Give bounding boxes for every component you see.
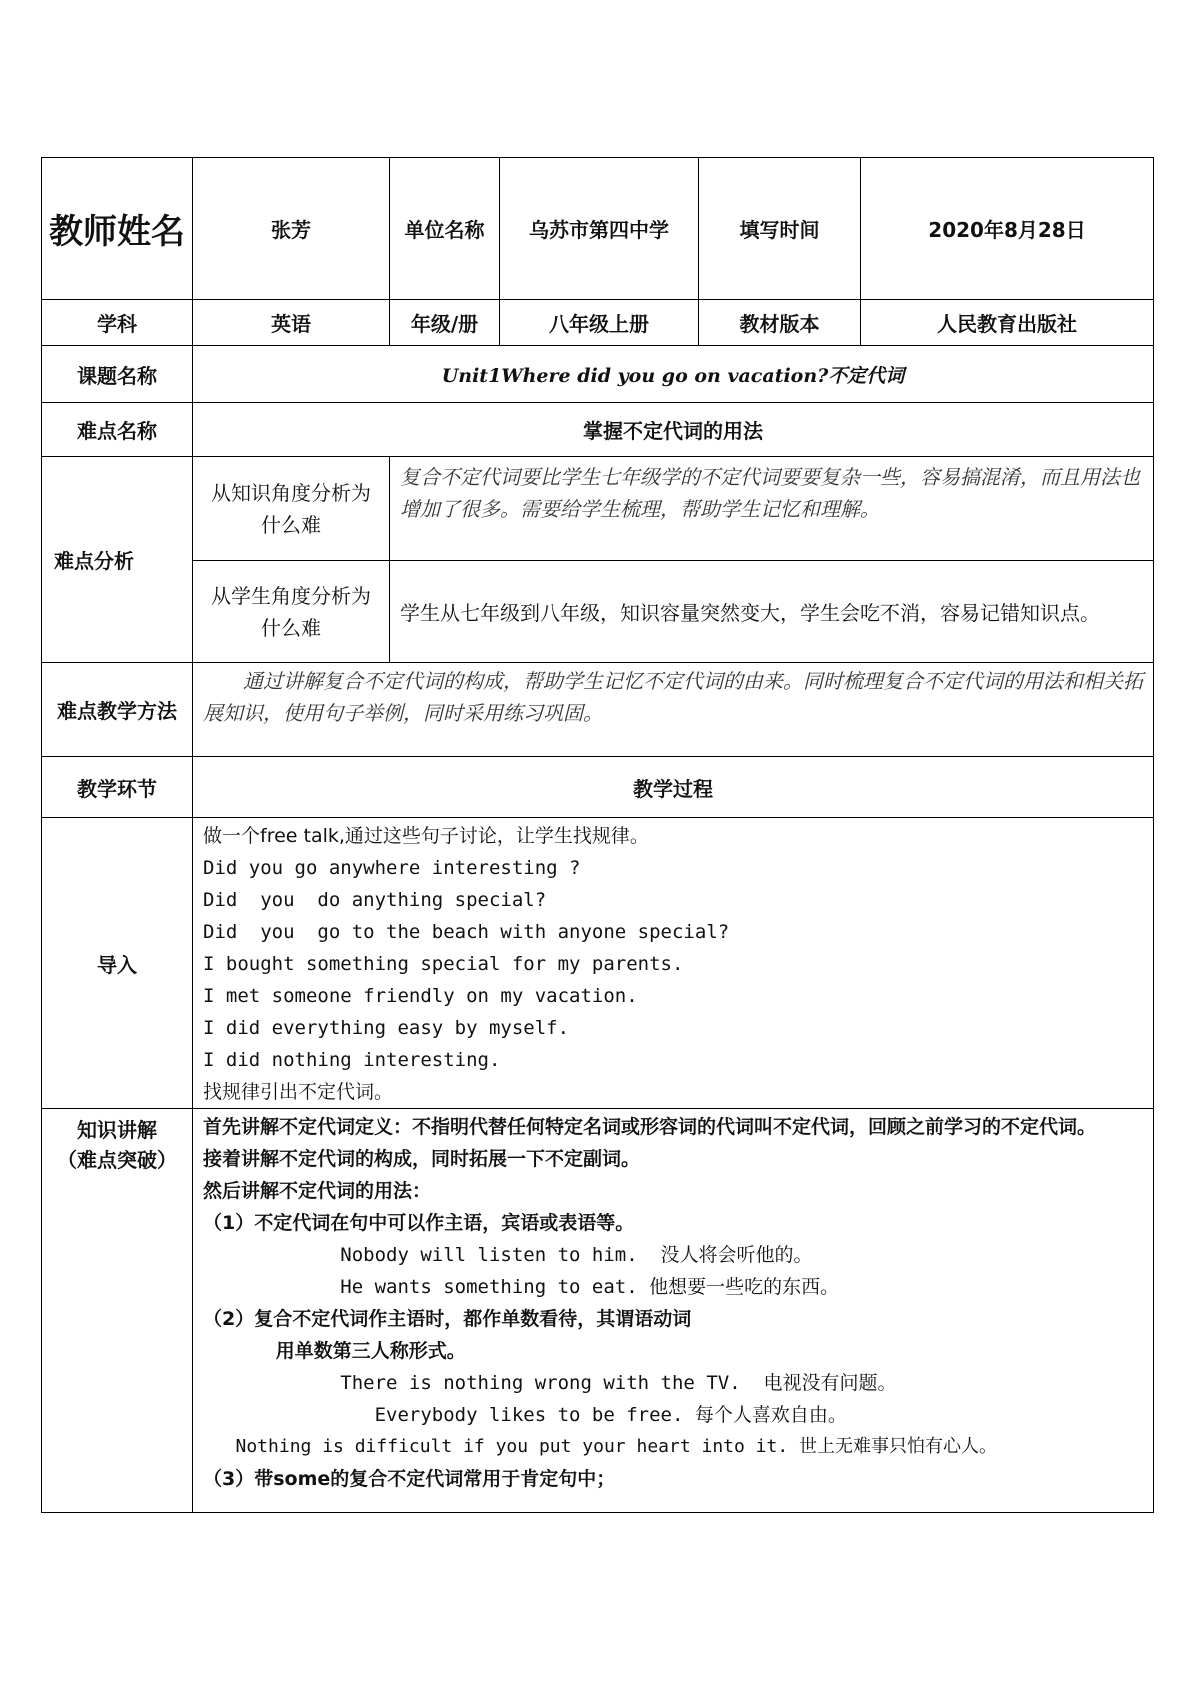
analysis-knowledge-row xyxy=(42,457,1154,561)
intro-line: I bought something special for my parents. xyxy=(203,953,684,975)
header-row xyxy=(42,158,1154,300)
unit-name-label: 单位名称 xyxy=(390,158,500,300)
knowledge-line: Everybody likes to be free. 每个人喜欢自由。 xyxy=(203,1404,847,1426)
analysis-label: 难点分析 xyxy=(42,457,193,663)
intro-line: Did you go to the beach with anyone special? xyxy=(203,921,730,943)
intro-line: Did you do anything special? xyxy=(203,889,547,911)
edition-value: 人民教育出版社 xyxy=(861,300,1154,346)
difficulty-label: 难点名称 xyxy=(42,403,193,457)
knowledge-angle-text: 复合不定代词要比学生七年级学的不定代词要要复杂一些，容易搞混淆，而且用法也增加了很多。需要给学生梳理，帮助学生记忆和理解。 xyxy=(390,457,1154,561)
intro-line: 找规律引出不定代词。 xyxy=(203,1081,394,1103)
knowledge-line: （3）带some的复合不定代词常用于肯定句中； xyxy=(203,1468,616,1490)
topic-value: Unit1Where did you go on vacation?不定代词 xyxy=(193,346,1154,403)
knowledge-angle-label: 从知识角度分析为什么难 xyxy=(193,457,390,561)
fill-date-label: 填写时间 xyxy=(699,158,861,300)
student-angle-text: 学生从七年级到八年级，知识容量突然变大，学生会吃不消，容易记错知识点。 xyxy=(390,561,1154,663)
method-text: 通过讲解复合不定代词的构成，帮助学生记忆不定代词的由来。同时梳理复合不定代词的用法和相关拓展知识，使用句子举例，同时采用练习巩固。 xyxy=(193,663,1154,757)
knowledge-line: He wants something to eat. 他想要一些吃的东西。 xyxy=(203,1276,840,1298)
knowledge-line: Nothing is difficult if you put your heart into it. 世上无难事只怕有心人。 xyxy=(203,1436,998,1457)
intro-line: 做一个free talk,通过这些句子讨论，让学生找规律。 xyxy=(203,825,649,847)
fill-date-value: 2020年8月28日 xyxy=(861,158,1154,300)
subject-label: 学科 xyxy=(42,300,193,346)
unit-name-value: 乌苏市第四中学 xyxy=(500,158,699,300)
knowledge-label xyxy=(42,1109,193,1513)
teaching-stage-label: 教学环节 xyxy=(42,757,193,818)
knowledge-label-line1: 知识讲解 xyxy=(77,1118,157,1142)
lesson-plan-table xyxy=(41,157,1154,1513)
intro-content xyxy=(193,818,1154,1109)
topic-label: 课题名称 xyxy=(42,346,193,403)
knowledge-line: 然后讲解不定代词的用法： xyxy=(203,1180,432,1202)
intro-row xyxy=(42,818,1154,1109)
grade-value: 八年级上册 xyxy=(500,300,699,346)
intro-line: I did nothing interesting. xyxy=(203,1049,501,1071)
intro-line: I met someone friendly on my vacation. xyxy=(203,985,638,1007)
process-header-row xyxy=(42,757,1154,818)
intro-line: Did you go anywhere interesting ? xyxy=(203,857,581,879)
grade-label: 年级/册 xyxy=(390,300,500,346)
knowledge-line: There is nothing wrong with the TV. 电视没有问题。 xyxy=(203,1372,897,1394)
edition-label: 教材版本 xyxy=(699,300,861,346)
difficulty-row xyxy=(42,403,1154,457)
knowledge-line: Nobody will listen to him. 没人将会听他的。 xyxy=(203,1244,813,1266)
info-row xyxy=(42,300,1154,346)
method-label: 难点教学方法 xyxy=(42,663,193,757)
student-angle-label: 从学生角度分析为什么难 xyxy=(193,561,390,663)
method-row xyxy=(42,663,1154,757)
knowledge-line: （1）不定代词在句中可以作主语，宾语或表语等。 xyxy=(203,1212,635,1234)
topic-row xyxy=(42,346,1154,403)
teaching-process-label: 教学过程 xyxy=(193,757,1154,818)
subject-value: 英语 xyxy=(193,300,390,346)
knowledge-lines xyxy=(203,1111,1143,1495)
analysis-student-row xyxy=(42,561,1154,663)
knowledge-content xyxy=(193,1109,1154,1513)
knowledge-line: 接着讲解不定代词的构成，同时拓展一下不定副词。 xyxy=(203,1148,641,1170)
intro-line: I did everything easy by myself. xyxy=(203,1017,570,1039)
difficulty-value: 掌握不定代词的用法 xyxy=(193,403,1154,457)
knowledge-row xyxy=(42,1109,1154,1513)
intro-lines xyxy=(203,820,1143,1108)
knowledge-line: 用单数第三人称形式。 xyxy=(203,1340,466,1362)
teacher-name-label: 教师姓名 xyxy=(42,158,193,300)
knowledge-line: （2）复合不定代词作主语时，都作单数看待，其谓语动词 xyxy=(203,1308,692,1330)
intro-label: 导入 xyxy=(42,818,193,1109)
knowledge-label-line2: （难点突破） xyxy=(57,1148,177,1172)
teacher-name-value: 张芳 xyxy=(193,158,390,300)
knowledge-line: 首先讲解不定代词定义：不指明代替任何特定名词或形容词的代词叫不定代词，回顾之前学习的不定代词。 xyxy=(203,1116,1097,1138)
